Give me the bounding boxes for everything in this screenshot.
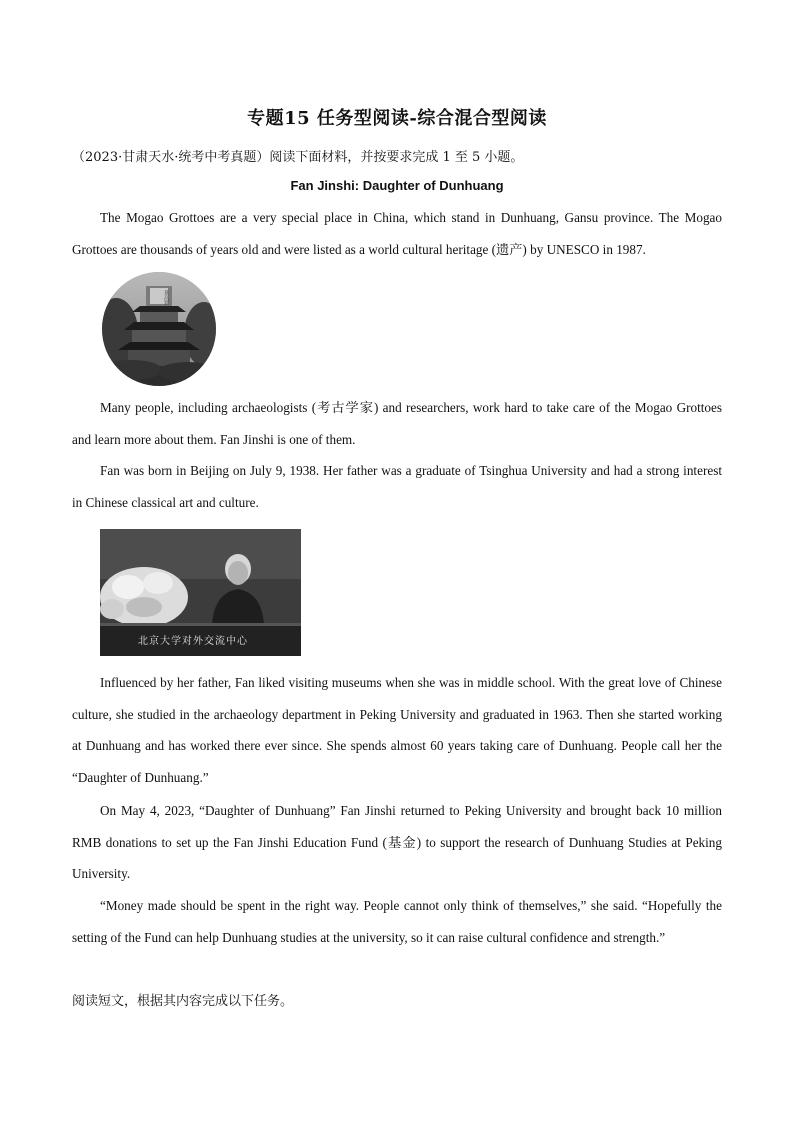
- task-instruction: 阅读短文，根据其内容完成以下任务。: [72, 994, 294, 1009]
- paragraph-3: Fan was born in Beijing on July 9, 1938. Her father was a graduate of Tsinghua University and had a strong interest in Chinese classical art and culture.: [72, 463, 722, 510]
- paragraph-6: “Money made should be spent in the right way. People cannot only think of themselves,” she said. “Hopefully the setting of the Fund can help Dunhuang studies at the university, so it can raise cultural confidence and strength.”: [72, 898, 722, 945]
- fan-jinshi-podium-photo: [100, 529, 301, 656]
- paragraph-5: On May 4, 2023, “Daughter of Dunhuang” Fan Jinshi returned to Peking University and brought back 10 million RMB donations to set up the Fan Jinshi Education Fund (基金) to support the research of Dunhuang Studies at Peking University.: [72, 803, 722, 882]
- podium-sign-text: 北京大学对外交流中心: [138, 636, 248, 647]
- paragraph-4: Influenced by her father, Fan liked visiting museums when she was in middle school. With the great love of Chinese culture, she studied in the archaeology department in Peking University and graduated in 1963. Then she started working at Dunhuang and has worked there ever since. She spends almost 60 years taking care of Dunhuang. People call her the “Daughter of Dunhuang.”: [72, 675, 722, 785]
- paragraph-2: Many people, including archaeologists (考古学家) and researchers, work hard to take care of the Mogao Grottoes and learn more about them. Fan Jinshi is one of them.: [72, 400, 722, 447]
- paragraph-1: The Mogao Grottoes are a very special place in China, which stand in Dunhuang, Gansu province. The Mogao Grottoes are thousands of years old and were listed as a world cultural heritage (遗产) by UNESCO in 1987.: [72, 210, 722, 257]
- page-title: 专题15 任务型阅读-综合混合型阅读: [247, 108, 547, 129]
- round-photo-sign-text: 莫高窟: [163, 290, 169, 305]
- article-title: Fan Jinshi: Daughter of Dunhuang: [290, 178, 504, 193]
- mogao-grottoes-photo: [102, 272, 216, 386]
- exercise-instruction: （2023·甘肃天水·统考中考真题）阅读下面材料，并按要求完成 1 至 5 小题。: [72, 150, 524, 165]
